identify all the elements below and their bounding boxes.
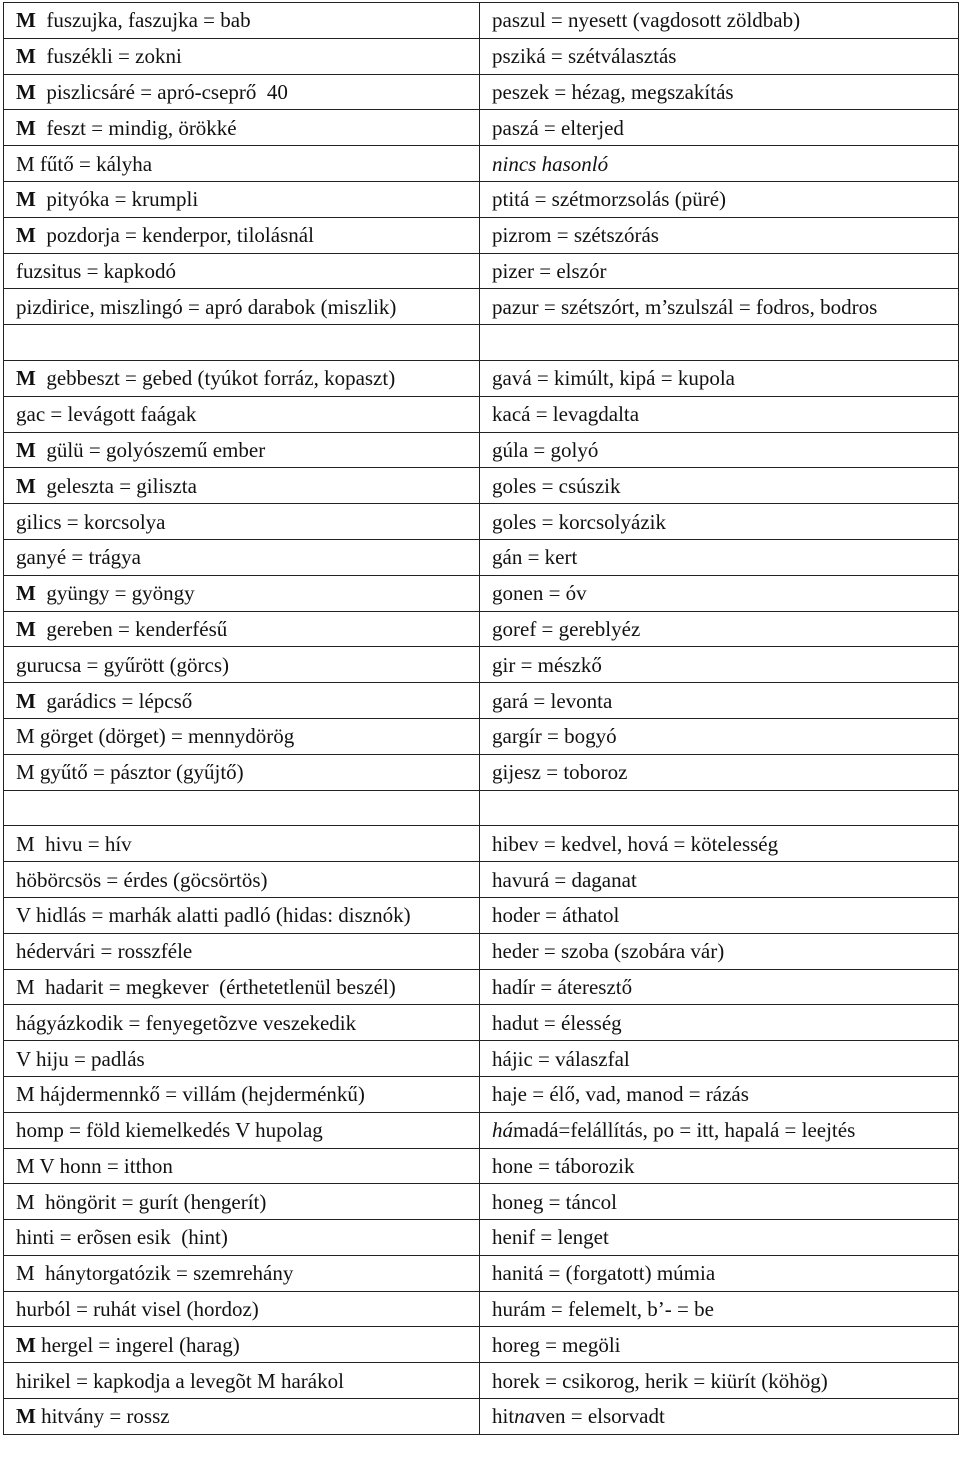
hungarian-word-cell: hágyázkodik = fenyegetõzve veszekedik <box>4 1005 480 1041</box>
table-row <box>4 933 959 969</box>
hebrew-word-cell: hadír = áteresztő <box>480 969 959 1005</box>
table-row <box>4 1005 959 1041</box>
hebrew-word-cell: kacá = levagdalta <box>480 396 959 432</box>
hungarian-word-cell: ganyé = trágya <box>4 539 480 575</box>
hebrew-word-cell: pazur = szétszórt, m’szulszál = fodros, bodros <box>480 289 959 325</box>
hungarian-word-cell: M gyüngy = gyöngy <box>4 575 480 611</box>
hebrew-word-cell: henif = lenget <box>480 1220 959 1256</box>
hungarian-word-cell: M gereben = kenderfésű <box>4 611 480 647</box>
hungarian-word-cell: M fuszujka, faszujka = bab <box>4 3 480 39</box>
hungarian-word-cell: V hidlás = marhák alatti padló (hidas: disznók) <box>4 897 480 933</box>
hungarian-word-cell: pizdirice, miszlingó = apró darabok (miszlik) <box>4 289 480 325</box>
hungarian-word-cell: hirikel = kapkodja a levegõt M harákol <box>4 1363 480 1399</box>
table-row <box>4 718 959 754</box>
hebrew-word-cell: pizer = elszór <box>480 253 959 289</box>
hungarian-word-cell: M görget (dörget) = mennydörög <box>4 718 480 754</box>
hebrew-word-cell: gonen = óv <box>480 575 959 611</box>
hebrew-word-cell: hámadá=felállítás, po = itt, hapalá = leejtés <box>480 1112 959 1148</box>
glossary-rows <box>4 3 959 1435</box>
hebrew-word-cell: hadut = élesség <box>480 1005 959 1041</box>
hebrew-word-cell: horeg = megöli <box>480 1327 959 1363</box>
hebrew-word-cell: gir = mészkő <box>480 647 959 683</box>
table-row <box>4 1148 959 1184</box>
hungarian-word-cell: hurból = ruhát visel (hordoz) <box>4 1291 480 1327</box>
table-row <box>4 1041 959 1077</box>
hebrew-word-cell: gúla = golyó <box>480 432 959 468</box>
hebrew-word-cell: haje = élő, vad, manod = rázás <box>480 1076 959 1112</box>
table-row <box>4 897 959 933</box>
hungarian-word-cell: M hájdermennkő = villám (hejderménkű) <box>4 1076 480 1112</box>
table-row <box>4 1399 959 1435</box>
hebrew-word-cell: gavá = kimúlt, kipá = kupola <box>480 360 959 396</box>
table-row <box>4 432 959 468</box>
table-row <box>4 253 959 289</box>
hebrew-word-cell: havurá = daganat <box>480 862 959 898</box>
hebrew-word-cell: horek = csikorog, herik = kiürít (köhög) <box>480 1363 959 1399</box>
table-row <box>4 504 959 540</box>
hebrew-word-cell: heder = szoba (szobára vár) <box>480 933 959 969</box>
table-row <box>4 539 959 575</box>
hungarian-word-cell: M piszlicsáré = apró-cseprő 40 <box>4 74 480 110</box>
hungarian-word-cell: fuzsitus = kapkodó <box>4 253 480 289</box>
table-row <box>4 1363 959 1399</box>
hebrew-word-cell: gargír = bogyó <box>480 718 959 754</box>
table-row <box>4 969 959 1005</box>
hungarian-word-cell: M V honn = itthon <box>4 1148 480 1184</box>
table-row <box>4 575 959 611</box>
table-row <box>4 1291 959 1327</box>
hungarian-word-cell: V hiju = padlás <box>4 1041 480 1077</box>
hungarian-word-cell: M hitvány = rossz <box>4 1399 480 1435</box>
table-row <box>4 1327 959 1363</box>
hebrew-word-cell: goles = korcsolyázik <box>480 504 959 540</box>
table-row <box>4 360 959 396</box>
hungarian-word-cell: M geleszta = giliszta <box>4 468 480 504</box>
glossary-table <box>3 2 959 1435</box>
table-row <box>4 1076 959 1112</box>
table-row <box>4 3 959 39</box>
hungarian-word-cell: M garádics = lépcső <box>4 683 480 719</box>
hungarian-word-cell: gac = levágott faágak <box>4 396 480 432</box>
hungarian-word-cell: M gülü = golyószemű ember <box>4 432 480 468</box>
hungarian-word-cell: höbörcsös = érdes (göcsörtös) <box>4 862 480 898</box>
hebrew-word-cell <box>480 325 959 361</box>
hungarian-word-cell: M pozdorja = kenderpor, tilolásnál <box>4 217 480 253</box>
table-row <box>4 683 959 719</box>
hungarian-word-cell: hinti = erõsen esik (hint) <box>4 1220 480 1256</box>
table-row <box>4 1255 959 1291</box>
hebrew-word-cell: goref = gereblyéz <box>480 611 959 647</box>
hebrew-word-cell: ptitá = szétmorzsolás (püré) <box>480 181 959 217</box>
table-row <box>4 38 959 74</box>
table-row <box>4 1184 959 1220</box>
hebrew-word-cell: gijesz = toboroz <box>480 754 959 790</box>
spacer-row <box>4 325 959 361</box>
hungarian-word-cell <box>4 325 480 361</box>
table-row <box>4 826 959 862</box>
hungarian-word-cell: M feszt = mindig, örökké <box>4 110 480 146</box>
table-row <box>4 217 959 253</box>
hebrew-word-cell: honeg = táncol <box>480 1184 959 1220</box>
hungarian-word-cell: gilics = korcsolya <box>4 504 480 540</box>
hungarian-word-cell: M hergel = ingerel (harag) <box>4 1327 480 1363</box>
hebrew-word-cell: gán = kert <box>480 539 959 575</box>
table-row <box>4 146 959 182</box>
hebrew-word-cell: psziká = szétválasztás <box>480 38 959 74</box>
hungarian-word-cell: M hivu = hív <box>4 826 480 862</box>
table-row <box>4 647 959 683</box>
table-row <box>4 1220 959 1256</box>
hebrew-word-cell: nincs hasonló <box>480 146 959 182</box>
table-row <box>4 289 959 325</box>
hebrew-word-cell: gará = levonta <box>480 683 959 719</box>
hebrew-word-cell: pizrom = szétszórás <box>480 217 959 253</box>
hungarian-word-cell: M gyűtő = pásztor (gyűjtő) <box>4 754 480 790</box>
hungarian-word-cell <box>4 790 480 826</box>
hungarian-word-cell: homp = föld kiemelkedés V hupolag <box>4 1112 480 1148</box>
table-row <box>4 862 959 898</box>
hungarian-word-cell: hédervári = rosszféle <box>4 933 480 969</box>
hungarian-word-cell: M gebbeszt = gebed (tyúkot forráz, kopaszt) <box>4 360 480 396</box>
hungarian-word-cell: M fűtő = kályha <box>4 146 480 182</box>
table-row <box>4 611 959 647</box>
hebrew-word-cell: hanitá = (forgatott) múmia <box>480 1255 959 1291</box>
table-row <box>4 74 959 110</box>
hebrew-word-cell <box>480 790 959 826</box>
hebrew-word-cell: paszá = elterjed <box>480 110 959 146</box>
hebrew-word-cell: hitnaven = elsorvadt <box>480 1399 959 1435</box>
hebrew-word-cell: paszul = nyesett (vagdosott zöldbab) <box>480 3 959 39</box>
hebrew-word-cell: goles = csúszik <box>480 468 959 504</box>
table-row <box>4 468 959 504</box>
table-row <box>4 1112 959 1148</box>
hungarian-word-cell: M höngörit = gurít (hengerít) <box>4 1184 480 1220</box>
hebrew-word-cell: peszek = hézag, megszakítás <box>480 74 959 110</box>
hungarian-word-cell: M fuszékli = zokni <box>4 38 480 74</box>
table-row <box>4 110 959 146</box>
table-row <box>4 181 959 217</box>
table-row <box>4 754 959 790</box>
hungarian-word-cell: M hadarit = megkever (érthetetlenül beszél) <box>4 969 480 1005</box>
hungarian-word-cell: M hánytorgatózik = szemrehány <box>4 1255 480 1291</box>
hungarian-word-cell: gurucsa = gyűrött (görcs) <box>4 647 480 683</box>
hebrew-word-cell: hone = táborozik <box>480 1148 959 1184</box>
hebrew-word-cell: hájic = válaszfal <box>480 1041 959 1077</box>
hungarian-word-cell: M pityóka = krumpli <box>4 181 480 217</box>
spacer-row <box>4 790 959 826</box>
hebrew-word-cell: hoder = áthatol <box>480 897 959 933</box>
hebrew-word-cell: hibev = kedvel, hová = kötelesség <box>480 826 959 862</box>
hebrew-word-cell: hurám = felemelt, b’- = be <box>480 1291 959 1327</box>
table-row <box>4 396 959 432</box>
